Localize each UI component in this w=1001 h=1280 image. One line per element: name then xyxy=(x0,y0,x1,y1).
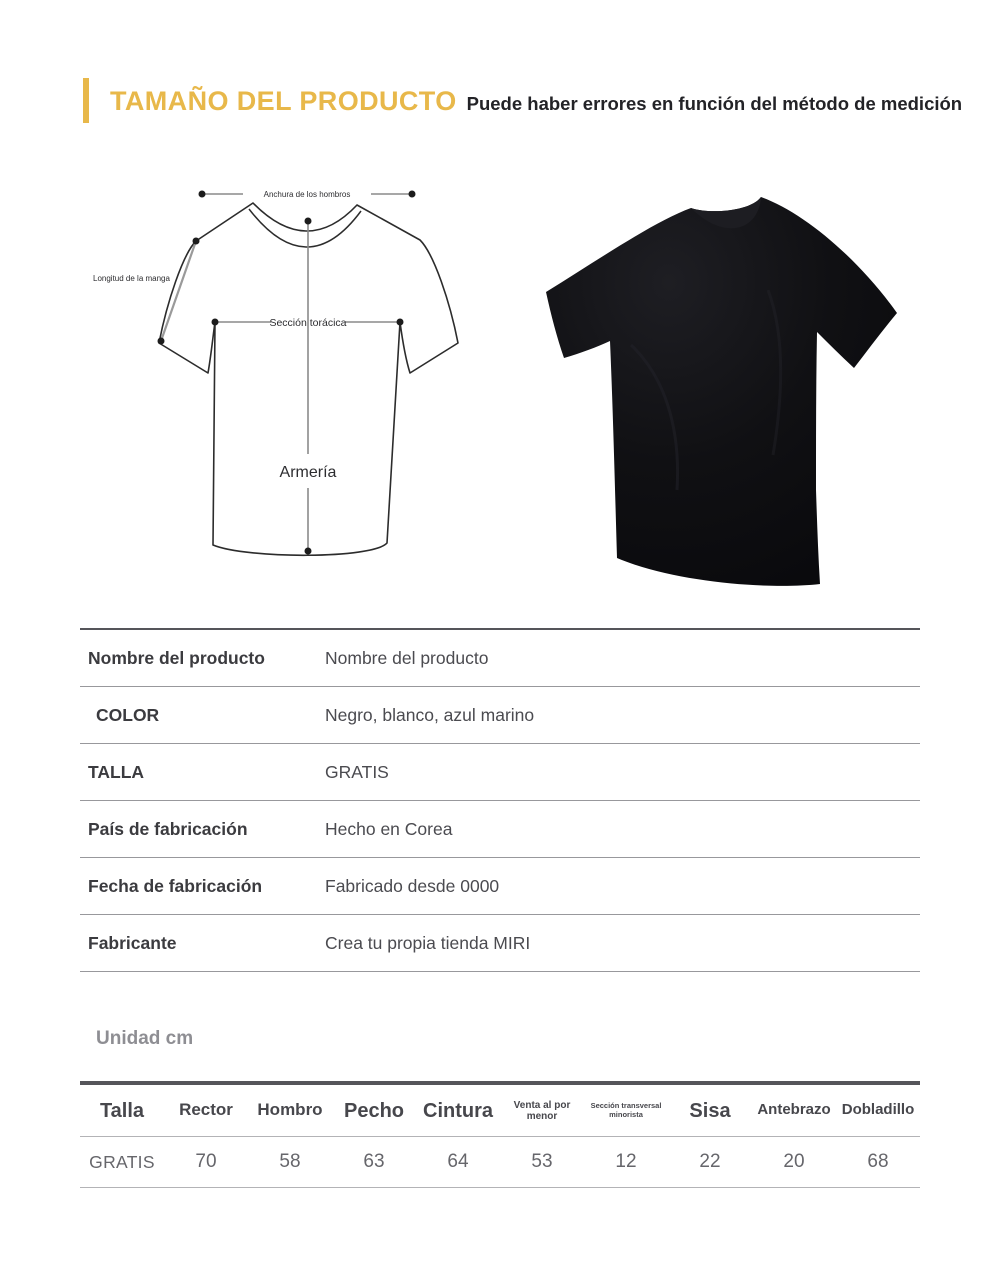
info-label: Nombre del producto xyxy=(88,647,265,668)
size-cell: 70 xyxy=(195,1151,217,1172)
table-row xyxy=(80,858,920,915)
size-table-header-row xyxy=(80,1085,920,1137)
sleeve-dot-top xyxy=(193,238,200,245)
page-subtitle: Puede haber errores en función del método de medición xyxy=(466,93,963,114)
accent-bar xyxy=(83,78,89,123)
column-header: Cintura xyxy=(423,1099,493,1122)
size-cell: 58 xyxy=(279,1151,301,1172)
size-cell: 53 xyxy=(531,1151,553,1172)
table-row xyxy=(80,630,920,687)
shoulder-width-label: Anchura de los hombros xyxy=(263,190,351,199)
size-table xyxy=(80,1081,920,1188)
size-cell: 63 xyxy=(363,1151,385,1172)
size-cell: 12 xyxy=(615,1151,637,1172)
length-label: Armería xyxy=(279,464,337,481)
info-label: TALLA xyxy=(88,761,145,782)
info-value: Hecho en Corea xyxy=(325,818,453,839)
black-tshirt-photo xyxy=(513,160,938,600)
column-header: Hombro xyxy=(257,1100,323,1120)
info-label: Fecha de fabricación xyxy=(88,875,263,896)
info-value: Negro, blanco, azul marino xyxy=(325,704,535,725)
sleeve-length-label: Longitud de la manga xyxy=(93,274,170,283)
info-label: COLOR xyxy=(96,704,160,725)
info-value: Crea tu propia tienda MIRI xyxy=(325,932,531,953)
sleeve-dot-bottom xyxy=(158,338,165,345)
size-cell: 20 xyxy=(783,1151,805,1172)
length-dot-top xyxy=(305,218,312,225)
length-dot-bottom xyxy=(305,548,312,555)
table-row xyxy=(80,687,920,744)
size-cell: 68 xyxy=(867,1151,889,1172)
info-label: Fabricante xyxy=(88,932,177,953)
column-header: Dobladillo xyxy=(841,1101,915,1119)
size-cell: 22 xyxy=(699,1151,721,1172)
shoulder-dot-left xyxy=(199,191,206,198)
column-header: Venta al por menor xyxy=(513,1099,571,1122)
table-row xyxy=(80,801,920,858)
chest-dot-right xyxy=(397,319,404,326)
size-table-data-row xyxy=(80,1137,920,1188)
tee-body xyxy=(546,197,897,586)
column-header: Rector xyxy=(179,1100,233,1120)
info-value: GRATIS xyxy=(325,761,389,782)
column-header: Sisa xyxy=(689,1099,731,1122)
column-header: Pecho xyxy=(343,1099,405,1122)
column-header: Sección transversal minorista xyxy=(590,1101,662,1119)
table-row xyxy=(80,915,920,972)
shoulder-dot-right xyxy=(409,191,416,198)
product-info-table xyxy=(80,628,920,972)
info-value: Fabricado desde 0000 xyxy=(325,875,500,896)
table-row xyxy=(80,744,920,801)
column-header: Talla xyxy=(99,1099,145,1122)
page-header xyxy=(110,78,962,124)
tshirt-measurement-diagram xyxy=(85,170,480,590)
chest-dot-left xyxy=(212,319,219,326)
size-cell: 64 xyxy=(447,1151,469,1172)
info-value: Nombre del producto xyxy=(325,647,489,668)
column-header: Antebrazo xyxy=(757,1101,831,1119)
page-title: TAMAÑO DEL PRODUCTO xyxy=(110,86,457,116)
size-cell: GRATIS xyxy=(89,1151,155,1172)
unit-label: Unidad cm xyxy=(96,1028,194,1049)
info-label: País de fabricación xyxy=(88,818,248,839)
chest-label: Sección torácica xyxy=(269,317,347,329)
